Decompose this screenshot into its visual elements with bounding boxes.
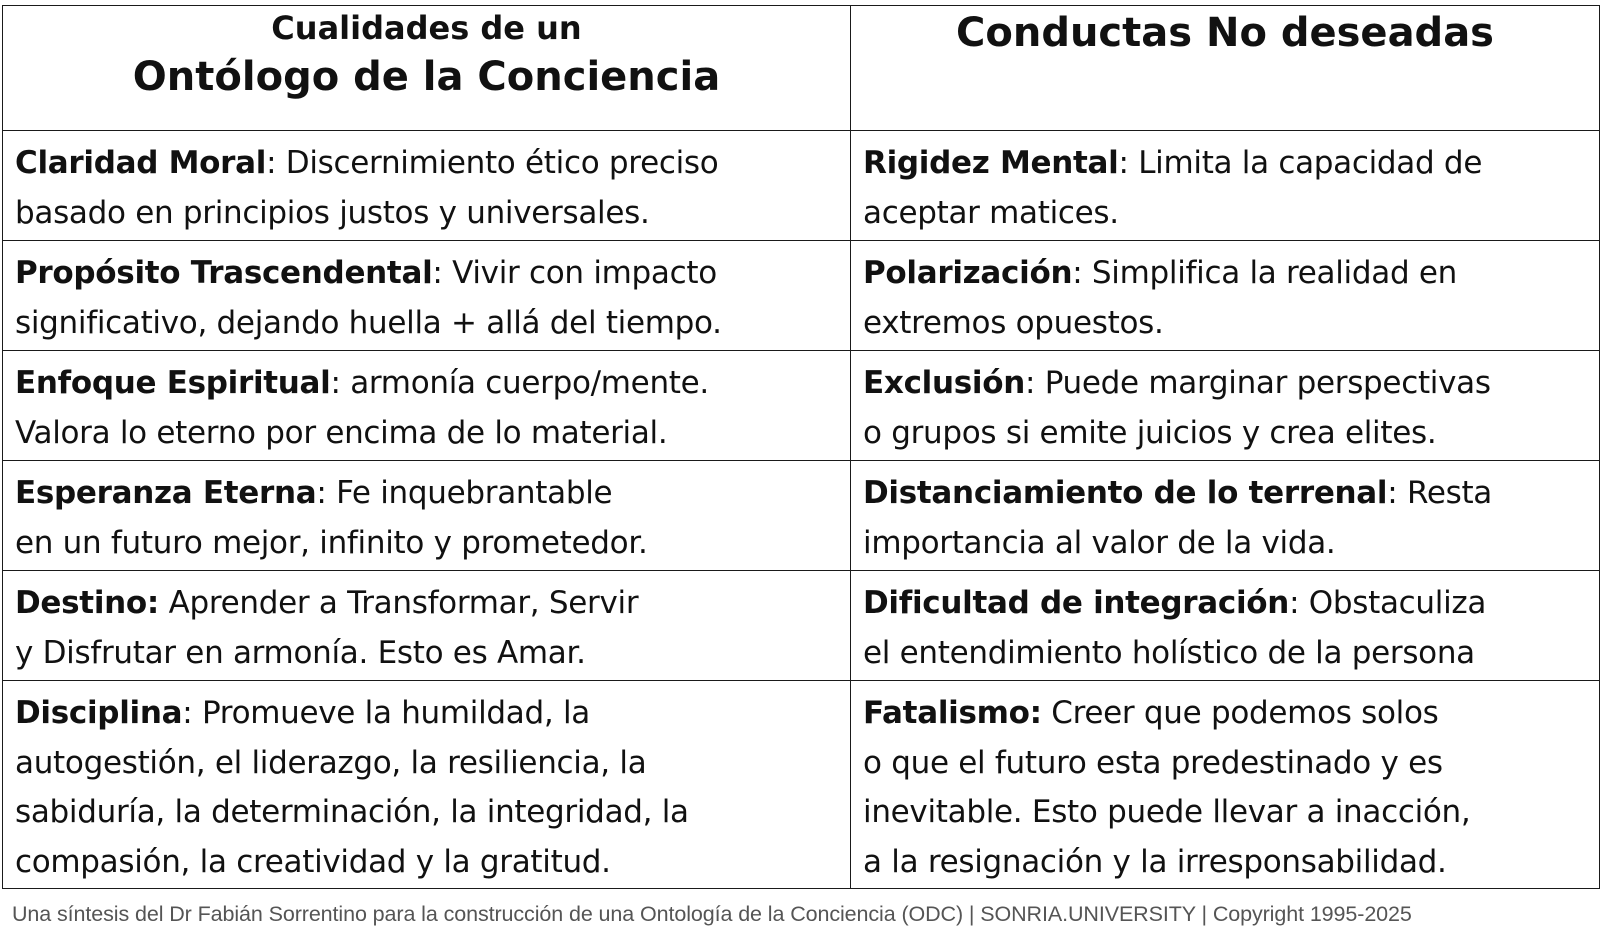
behavior-cell	[851, 241, 1600, 351]
quality-text-line: compasión, la creatividad y la gratitud.	[15, 843, 611, 880]
header-undesired-title: Conductas No deseadas	[956, 10, 1494, 56]
term-separator: :	[1025, 365, 1036, 401]
behavior-term: Dificultad de integración	[863, 585, 1290, 621]
term-separator: :	[266, 145, 277, 181]
behavior-text: Creer que podemos solos	[1041, 695, 1439, 731]
quality-cell	[3, 681, 851, 889]
behavior-text-line: o que el futuro esta predestinado y es	[863, 744, 1443, 781]
behavior-text-line: el entendimiento holístico de la persona	[863, 634, 1475, 671]
quality-cell	[3, 461, 851, 571]
header-undesired-behaviors	[851, 6, 1600, 131]
quality-term: Enfoque Espiritual	[15, 365, 331, 401]
behavior-term: Rigidez Mental	[863, 145, 1119, 181]
behavior-cell	[851, 571, 1600, 681]
quality-text-line: significativo, dejando huella + allá del tiempo.	[15, 304, 722, 341]
term-separator: :	[432, 255, 443, 291]
header-row	[3, 6, 1600, 131]
behavior-text-line: a la resignación y la irresponsabilidad.	[863, 843, 1447, 880]
table-row	[3, 351, 1600, 461]
quality-cell	[3, 241, 851, 351]
table-row	[3, 241, 1600, 351]
header-qualities-line2: Ontólogo de la Conciencia	[132, 54, 721, 100]
quality-text: Promueve la humildad, la	[192, 695, 590, 731]
header-qualities-line1: Cualidades de un	[271, 9, 582, 47]
quality-text-line: en un futuro mejor, infinito y prometedor.	[15, 524, 648, 561]
quality-text: Aprender a Transformar, Servir	[159, 585, 639, 621]
behavior-text-line: aceptar matices.	[863, 194, 1119, 231]
behavior-cell	[851, 681, 1600, 889]
behavior-text-line: inevitable. Esto puede llevar a inacción,	[863, 794, 1471, 830]
quality-text: Fe inquebrantable	[326, 475, 613, 511]
behavior-text: Limita la capacidad de	[1128, 145, 1483, 181]
table-row	[3, 681, 1600, 889]
term-separator: :	[1118, 145, 1129, 181]
behavior-text-line: o grupos si emite juicios y crea elites.	[863, 414, 1437, 451]
behavior-text: Simplifica la realidad en	[1082, 255, 1457, 291]
quality-cell	[3, 351, 851, 461]
header-qualities	[3, 6, 851, 131]
behavior-text-line: extremos opuestos.	[863, 304, 1164, 341]
qualities-table	[2, 5, 1600, 889]
quality-term: Destino:	[15, 585, 160, 621]
quality-term: Claridad Moral	[15, 145, 267, 181]
behavior-term: Polarización	[863, 255, 1073, 291]
term-separator: :	[316, 475, 327, 511]
quality-text: armonía cuerpo/mente.	[340, 365, 709, 401]
table-row	[3, 461, 1600, 571]
table-row	[3, 571, 1600, 681]
quality-term: Esperanza Eterna	[15, 475, 317, 511]
quality-term: Disciplina	[15, 695, 183, 731]
quality-text: Vivir con impacto	[442, 255, 717, 291]
term-separator: :	[1387, 475, 1398, 511]
quality-text-line: sabiduría, la determinación, la integridad, la	[15, 794, 689, 830]
term-separator: :	[330, 365, 341, 401]
quality-cell	[3, 571, 851, 681]
quality-text-line: y Disfrutar en armonía. Esto es Amar.	[15, 634, 586, 671]
behavior-text-line: importancia al valor de la vida.	[863, 524, 1336, 561]
behavior-cell	[851, 351, 1600, 461]
behavior-cell	[851, 461, 1600, 571]
term-separator: :	[182, 695, 193, 731]
behavior-text: Puede marginar perspectivas	[1035, 365, 1491, 401]
table-row	[3, 131, 1600, 241]
quality-text: Discernimiento ético preciso	[276, 145, 719, 181]
quality-cell	[3, 131, 851, 241]
behavior-term: Fatalismo:	[863, 695, 1042, 731]
quality-text-line: autogestión, el liderazgo, la resiliencia, la	[15, 744, 647, 781]
quality-term: Propósito Trascendental	[15, 255, 433, 291]
behavior-cell	[851, 131, 1600, 241]
quality-text-line: Valora lo eterno por encima de lo material.	[15, 414, 668, 451]
behavior-text: Obstaculiza	[1299, 585, 1487, 621]
footer-credit: Una síntesis del Dr Fabián Sorrentino para la construcción de una Ontología de la Conciencia (ODC) | SONRIA.UNIVERSITY | Copyright 1995-2025	[12, 902, 1412, 926]
term-separator: :	[1072, 255, 1083, 291]
term-separator: :	[1289, 585, 1300, 621]
behavior-term: Distanciamiento de lo terrenal	[863, 475, 1388, 511]
quality-text-line: basado en principios justos y universales.	[15, 194, 650, 231]
behavior-text: Resta	[1397, 475, 1492, 511]
behavior-term: Exclusión	[863, 365, 1025, 401]
